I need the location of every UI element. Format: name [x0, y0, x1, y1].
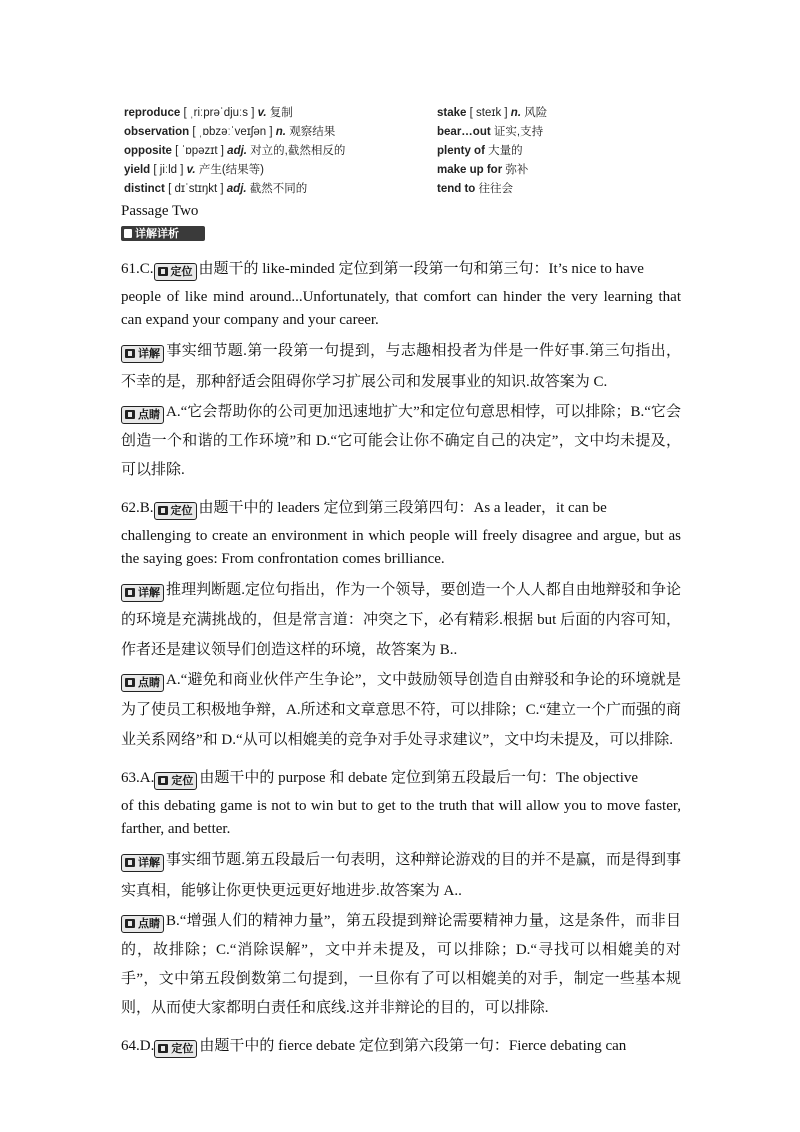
- vocab-entry: [124, 104, 424, 123]
- vocab-entry: [124, 142, 424, 161]
- comment-tag: 点睛: [121, 674, 164, 692]
- explain-text: 事实细节题.第五段最后一句表明，这种辩论游戏的目的并不是赢，而是得到事实真相，能够让你更快更远更好地进步.故答案为 A..: [121, 852, 681, 899]
- locate-continued: challenging to create an environment in which people will freely disagree and argue, but as the saying goes: From confrontation comes brilliance.: [121, 528, 681, 567]
- vocab-word: stake: [437, 107, 467, 119]
- locate-tag: 定位: [154, 263, 197, 281]
- vocab-word: observation: [124, 126, 190, 138]
- vocab-phonetic: [ jiːld ]: [153, 164, 184, 176]
- answer-number: 62.B.: [121, 500, 154, 516]
- answer-explanations: [121, 252, 681, 1069]
- vocab-word: tend to: [437, 183, 476, 195]
- question-64: [121, 1029, 681, 1063]
- vocab-meaning: 截然不同的: [249, 183, 308, 195]
- locate-tag: 定位: [154, 1040, 197, 1058]
- vocab-word: distinct: [124, 183, 165, 195]
- locate-tag: 定位: [154, 502, 197, 520]
- vocab-word: yield: [124, 164, 151, 176]
- vocab-pos: adj.: [226, 183, 247, 195]
- comment-text: A.“它会帮助你的公司更加迅速地扩大”和定位句意思相悖，可以排除；B.“它会创造一个和谐的工作环境”和 D.“它可能会让你不确定自己的决定”，文中均未提及，可以排除.: [121, 404, 681, 478]
- comment-paragraph: [121, 907, 681, 1023]
- explain-paragraph: [121, 575, 681, 665]
- passage-title: Passage Two: [121, 203, 199, 219]
- vocab-phonetic: [ steɪk ]: [469, 107, 508, 119]
- vocab-pos: v.: [186, 164, 196, 176]
- vocab-meaning: 观察结果: [289, 126, 336, 138]
- vocab-pos: n.: [510, 107, 522, 119]
- vocab-entry: [124, 180, 424, 199]
- comment-tag: 点睛: [121, 406, 164, 424]
- locate-line: [121, 491, 681, 525]
- vocab-phonetic: [ ˈɒpəzɪt ]: [175, 145, 224, 157]
- locate-line: [121, 1029, 681, 1063]
- comment-tag: 点睛: [121, 915, 164, 933]
- vocab-entry: [124, 123, 424, 142]
- locate-continued: people of like mind around...Unfortunately, that comfort can hinder the very learning that can expand your company and your career.: [121, 289, 681, 328]
- question-61: [121, 252, 681, 485]
- vocab-word: reproduce: [124, 107, 181, 119]
- answer-number: 64.D.: [121, 1038, 155, 1054]
- comment-text: B.“增强人们的精神力量”，第五段提到辩论需要精神力量，这是条件，而非目的，故排除；C.“消除误解”，文中并未提及，可以排除；D.“寻找可以相媲美的对手”，文中第五段倒数第二句提到，一旦你有了可以相媲美的对手，制定一些基本规则，从而使大家都明白责任和底线.这并非辩论的目的，可以排除.: [121, 913, 681, 1016]
- vocab-entry: [437, 142, 677, 161]
- section-badge: 详解详析: [121, 226, 205, 241]
- locate-line: [121, 761, 681, 795]
- vocab-meaning: 弥补: [505, 164, 529, 176]
- vocab-meaning: 往往会: [478, 183, 514, 195]
- comment-text: A.“避免和商业伙伴产生争论”，文中鼓励领导创造自由辩驳和争论的环境就是为了使员工积极地争辩，A.所述和文章意思不符，可以排除；C.“建立一个广而强的商业关系网络”和 D.“从可以相媲美的竞争对手处寻求建议”，文中均未提及，可以排除.: [121, 672, 681, 748]
- explain-text: 推理判断题.定位句指出，作为一个领导，要创造一个人人都自由地辩驳和争论的环境是充满挑战的，但是常言道：冲突之下，必有精彩.根据 but 后面的内容可知，作者还是建议领导们创造这样的环境，故答案为 B..: [121, 582, 681, 658]
- vocab-pos: n.: [275, 126, 286, 138]
- question-63: [121, 761, 681, 1023]
- vocab-meaning: 风险: [524, 107, 548, 119]
- vocab-entry: [124, 161, 424, 180]
- vocab-word: make up for: [437, 164, 503, 176]
- vocab-meaning: 大量的: [488, 145, 523, 157]
- vocab-meaning: 证实,支持: [493, 126, 544, 138]
- vocab-phonetic: [ ˌɒbzəːˈveɪʃən ]: [192, 126, 273, 138]
- vocab-column-right: [437, 104, 677, 199]
- vocab-column-left: [124, 104, 424, 199]
- vocab-entry: [437, 161, 677, 180]
- comment-paragraph: [121, 398, 681, 485]
- locate-line: [121, 252, 681, 286]
- vocab-meaning: 对立的,截然相反的: [250, 145, 346, 157]
- vocab-phonetic: [ ˌriːprəˈdjuːs ]: [183, 107, 255, 119]
- vocab-word: bear…out: [437, 126, 491, 138]
- locate-text: 由题干的 like-minded 定位到第一段第一句和第三句：It’s nice to have: [198, 261, 644, 277]
- vocab-word: plenty of: [437, 145, 485, 157]
- explain-tag: 详解: [121, 345, 164, 363]
- answer-number: 63.A.: [121, 770, 155, 786]
- vocab-pos: adj.: [227, 145, 247, 157]
- explain-tag: 详解: [121, 584, 164, 602]
- explain-tag: 详解: [121, 854, 164, 872]
- vocab-entry: [437, 180, 677, 199]
- locate-text: 由题干中的 leaders 定位到第三段第四句：As a leader，it can be: [198, 500, 607, 516]
- explain-paragraph: [121, 845, 681, 907]
- explain-paragraph: [121, 336, 681, 398]
- comment-paragraph: [121, 665, 681, 755]
- vocab-meaning: 复制: [269, 107, 293, 119]
- vocab-word: opposite: [124, 145, 172, 157]
- vocab-entry: [437, 104, 677, 123]
- explain-text: 事实细节题.第一段第一句提到，与志趣相投者为伴是一件好事.第三句指出，不幸的是，那种舒适会阻碍你学习扩展公司和发展事业的知识.故答案为 C.: [121, 343, 681, 390]
- vocab-entry: [437, 123, 677, 142]
- locate-text: 由题干中的 fierce debate 定位到第六段第一句：Fierce debating can: [199, 1038, 627, 1054]
- answer-number: 61.C.: [121, 261, 154, 277]
- question-62: [121, 491, 681, 755]
- locate-text: 由题干中的 purpose 和 debate 定位到第五段最后一句：The objective: [199, 770, 639, 786]
- locate-tag: 定位: [154, 772, 197, 790]
- vocab-phonetic: [ dɪˈstɪŋkt ]: [168, 183, 224, 195]
- vocab-pos: v.: [257, 107, 267, 119]
- locate-continued: of this debating game is not to win but to get to the truth that will allow you to move faster, farther, and better.: [121, 798, 681, 837]
- vocab-meaning: 产生(结果等): [198, 164, 265, 176]
